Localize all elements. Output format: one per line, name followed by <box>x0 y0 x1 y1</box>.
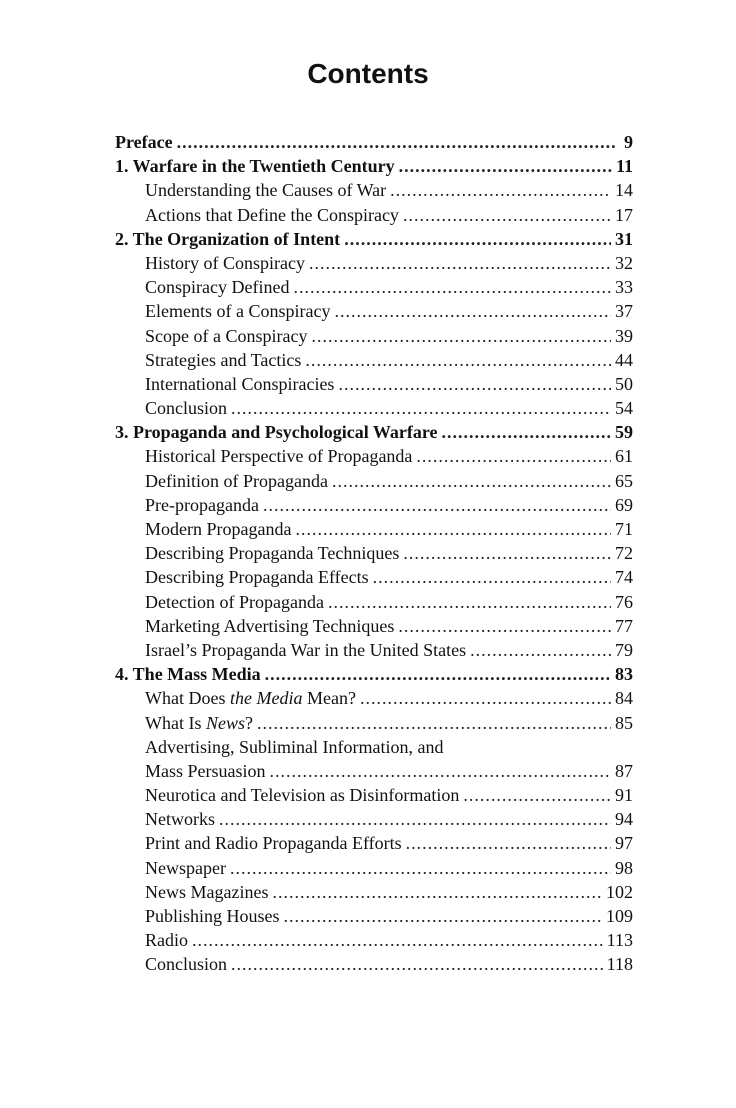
italic-title-fragment: News <box>205 712 245 733</box>
dot-leader <box>231 952 603 976</box>
dot-leader <box>442 420 611 444</box>
toc-entry <box>115 372 633 396</box>
dot-leader <box>257 711 611 735</box>
dot-leader <box>295 517 611 541</box>
page-number: 87 <box>615 760 633 781</box>
page-number: 118 <box>606 954 633 975</box>
dot-leader <box>416 444 611 468</box>
page-number: 97 <box>615 833 633 854</box>
dot-leader <box>399 154 612 178</box>
toc-chapter-entry <box>115 130 633 154</box>
dot-leader <box>403 541 611 565</box>
toc-entry-label: Radio <box>145 930 188 951</box>
toc-entry <box>115 396 633 420</box>
dot-leader <box>263 493 611 517</box>
page-number: 98 <box>615 857 633 878</box>
toc-entry <box>115 880 633 904</box>
dot-leader <box>463 783 611 807</box>
page-number: 14 <box>615 180 633 201</box>
page-number: 102 <box>606 881 633 902</box>
page-number: 37 <box>615 301 633 322</box>
toc-entry <box>115 831 633 855</box>
page-number: 44 <box>615 349 633 370</box>
page-number: 71 <box>615 519 633 539</box>
toc-entry-label: Conclusion <box>145 954 228 975</box>
toc-entry-label: History of Conspiracy <box>145 252 305 273</box>
toc-entry <box>115 783 633 807</box>
toc-entry-label: Conclusion <box>145 398 228 419</box>
page-number: 65 <box>615 470 633 491</box>
toc-entry <box>115 493 633 517</box>
toc-entry-label: 3. Propaganda and Psychological Warfare <box>115 422 438 443</box>
toc-entry-label: Definition of Propaganda <box>145 470 328 491</box>
dot-leader <box>219 807 611 831</box>
page-number: 94 <box>615 809 633 830</box>
toc-entry <box>115 759 633 783</box>
dot-leader <box>334 299 611 323</box>
page-number: 17 <box>615 204 633 225</box>
page-number: 59 <box>615 422 633 443</box>
page-number: 74 <box>615 567 633 588</box>
page-number: 113 <box>606 930 633 951</box>
page-number: 84 <box>615 688 633 709</box>
toc-entry-label: Israel’s Propaganda War in the United States <box>145 639 467 660</box>
page-number: 91 <box>615 785 633 806</box>
toc-entry <box>115 638 633 662</box>
toc-entry-label: Newspaper <box>145 857 226 878</box>
page-number: 31 <box>615 228 633 249</box>
page-number: 77 <box>615 615 633 636</box>
page-number: 32 <box>615 252 633 273</box>
toc-entry-label <box>145 711 253 735</box>
dot-leader <box>390 178 611 202</box>
toc-entry <box>115 565 633 589</box>
toc-chapter-entry <box>115 154 633 178</box>
page-number: 85 <box>615 712 633 733</box>
toc-entry-label: News Magazines <box>145 881 269 902</box>
dot-leader <box>309 251 611 275</box>
dot-leader <box>328 590 611 614</box>
toc-entry-label: Understanding the Causes of War <box>145 180 387 201</box>
page-title: Contents <box>307 58 429 89</box>
italic-title-fragment: the Media <box>229 688 303 709</box>
toc-entry-label: Mass Persuasion <box>145 760 266 781</box>
dot-leader <box>398 614 611 638</box>
label-fragment: ? <box>245 712 253 733</box>
toc-entry-label: Networks <box>145 809 215 830</box>
toc-entry-label: International Conspiracies <box>145 373 335 394</box>
dot-leader <box>270 759 612 783</box>
dot-leader <box>272 880 602 904</box>
toc-entry-label: Pre-propaganda <box>145 494 259 515</box>
page-number: 72 <box>615 543 633 564</box>
toc-entry-label: 2. The Organization of Intent <box>115 228 341 249</box>
toc-entry <box>115 203 633 227</box>
page-number: 69 <box>615 494 633 515</box>
toc-entry-label: Describing Propaganda Techniques <box>145 543 400 564</box>
dot-leader <box>192 928 603 952</box>
toc-entry-label: Historical Perspective of Propaganda <box>145 446 413 467</box>
label-fragment: Mean? <box>302 688 356 709</box>
toc-entry <box>115 590 633 614</box>
dot-leader <box>403 203 611 227</box>
toc-entry-label: Neurotica and Television as Disinformation <box>145 785 460 806</box>
dot-leader <box>470 638 611 662</box>
toc-entry <box>115 735 633 759</box>
toc-entry-label: Modern Propaganda <box>145 519 292 539</box>
toc-chapter-entry <box>115 227 633 251</box>
label-fragment: What Does <box>145 688 230 709</box>
toc-entry-label: 1. Warfare in the Twentieth Century <box>115 156 395 177</box>
table-of-contents <box>115 130 633 977</box>
toc-entry-label: Marketing Advertising Techniques <box>145 615 395 636</box>
page-number: 109 <box>606 906 633 926</box>
dot-leader <box>338 372 611 396</box>
toc-entry-label: Advertising, Subliminal Information, and <box>145 736 444 757</box>
dot-leader <box>265 662 611 686</box>
page-number: 11 <box>615 156 633 177</box>
page-number: 39 <box>615 325 633 346</box>
toc-entry <box>115 928 633 952</box>
dot-leader <box>231 396 611 420</box>
toc-entry-label: 4. The Mass Media <box>115 664 261 685</box>
toc-chapter-entry <box>115 662 633 686</box>
toc-entry <box>115 541 633 565</box>
toc-entry-label: Detection of Propaganda <box>145 591 324 612</box>
page-number: 33 <box>615 277 633 298</box>
label-fragment: What Is <box>145 712 206 733</box>
dot-leader <box>373 565 611 589</box>
toc-entry <box>115 251 633 275</box>
toc-entry <box>115 324 633 348</box>
toc-entry <box>115 614 633 638</box>
dot-leader <box>230 856 611 880</box>
toc-entry <box>115 275 633 299</box>
page-number: 61 <box>615 446 633 467</box>
toc-chapter-entry <box>115 420 633 444</box>
toc-entry <box>115 856 633 880</box>
toc-entry-label: Strategies and Tactics <box>145 349 302 370</box>
toc-entry-label: Scope of a Conspiracy <box>145 325 308 346</box>
dot-leader <box>360 686 611 710</box>
toc-entry-label <box>145 686 356 710</box>
dot-leader <box>177 130 615 154</box>
page-number: 79 <box>615 639 633 660</box>
toc-entry-label: Print and Radio Propaganda Efforts <box>145 833 402 854</box>
toc-entry <box>115 686 633 710</box>
dot-leader <box>284 904 602 928</box>
toc-entry <box>115 299 633 323</box>
page-number: 9 <box>624 132 633 152</box>
toc-entry-label: Describing Propaganda Effects <box>145 567 369 588</box>
toc-entry <box>115 952 633 976</box>
toc-entry-label: Preface <box>115 132 173 152</box>
toc-entry-label: Elements of a Conspiracy <box>145 301 331 322</box>
page-number: 50 <box>615 373 633 394</box>
dot-leader <box>332 469 611 493</box>
toc-entry <box>115 469 633 493</box>
dot-leader <box>406 831 611 855</box>
toc-entry <box>115 444 633 468</box>
toc-entry <box>115 807 633 831</box>
toc-entry-label: Publishing Houses <box>145 906 280 926</box>
page-number: 54 <box>615 398 633 419</box>
toc-entry <box>115 517 633 541</box>
dot-leader <box>293 275 611 299</box>
page-number: 76 <box>615 591 633 612</box>
page-number: 83 <box>615 664 633 685</box>
dot-leader <box>305 348 611 372</box>
toc-entry <box>115 178 633 202</box>
toc-entry-label: Conspiracy Defined <box>145 277 290 298</box>
dot-leader <box>311 324 611 348</box>
toc-entry <box>115 711 633 735</box>
toc-entry <box>115 348 633 372</box>
toc-entry <box>115 904 633 928</box>
dot-leader <box>344 227 611 251</box>
toc-entry-label: Actions that Define the Conspiracy <box>145 204 399 225</box>
